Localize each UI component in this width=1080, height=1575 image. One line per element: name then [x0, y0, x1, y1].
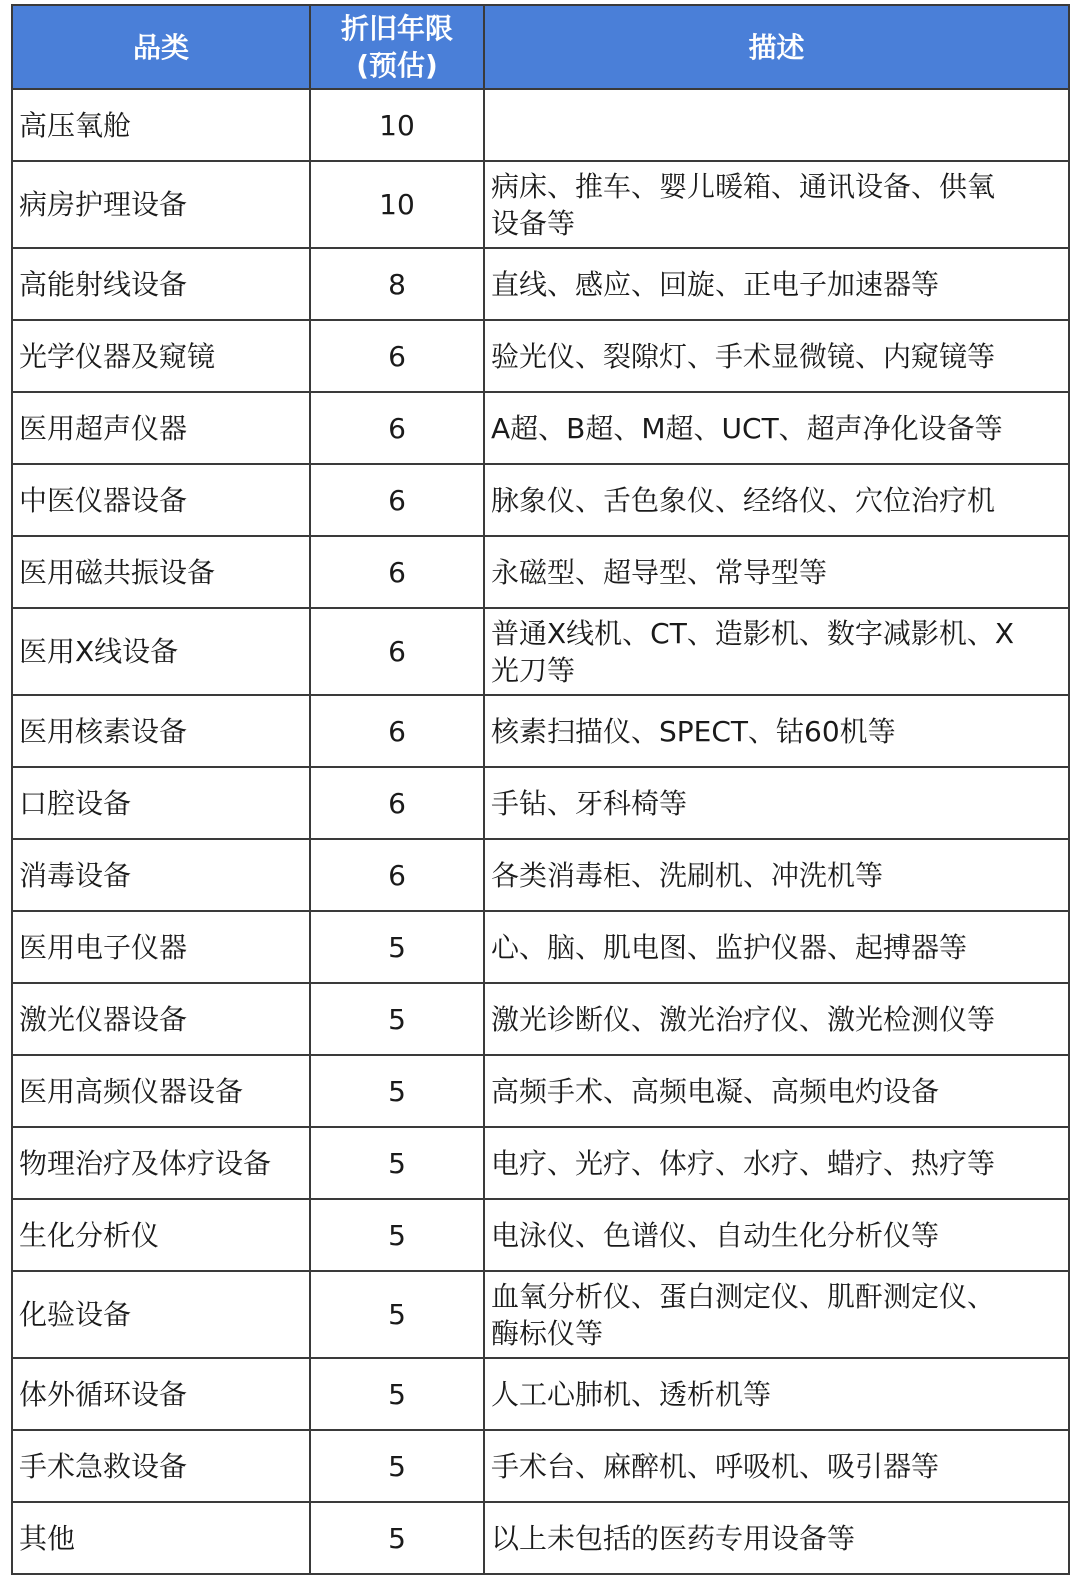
category-cell: 消毒设备 — [12, 839, 310, 911]
description-cell — [484, 1199, 1069, 1271]
description-line: 手钻、牙科椅等 — [491, 786, 688, 820]
description-line: 各类消毒柜、洗刷机、冲洗机等 — [491, 858, 884, 892]
category-cell: 手术急救设备 — [12, 1430, 310, 1502]
years-cell: 5 — [310, 1055, 484, 1127]
years-cell: 5 — [310, 911, 484, 983]
years-cell: 10 — [310, 161, 484, 248]
table-row — [12, 161, 1069, 248]
description-cell — [484, 161, 1069, 248]
table-row — [12, 464, 1069, 536]
years-cell: 5 — [310, 1502, 484, 1574]
header-years — [310, 5, 484, 89]
years-cell: 5 — [310, 1430, 484, 1502]
description-cell — [484, 767, 1069, 839]
category-cell: 医用高频仪器设备 — [12, 1055, 310, 1127]
description-line: 普通X线机、CT、造影机、数字减影机、X — [491, 616, 1015, 650]
description-line: 心、脑、肌电图、监护仪器、起搏器等 — [491, 930, 968, 964]
description-line: 人工心肺机、透析机等 — [491, 1377, 772, 1411]
category-cell: 口腔设备 — [12, 767, 310, 839]
description-cell — [484, 839, 1069, 911]
category-cell: 激光仪器设备 — [12, 983, 310, 1055]
description-cell — [484, 320, 1069, 392]
years-cell: 5 — [310, 1358, 484, 1430]
category-cell: 光学仪器及窥镜 — [12, 320, 310, 392]
description-cell — [484, 1055, 1069, 1127]
header-description: 描述 — [484, 5, 1069, 89]
description-line: 病床、推车、婴儿暖箱、通讯设备、供氧 — [491, 169, 996, 203]
table-row — [12, 1127, 1069, 1199]
years-cell: 6 — [310, 536, 484, 608]
years-cell: 6 — [310, 608, 484, 695]
description-line: 电泳仪、色谱仪、自动生化分析仪等 — [491, 1218, 940, 1252]
years-cell: 8 — [310, 248, 484, 320]
category-cell: 医用核素设备 — [12, 695, 310, 767]
description-cell — [484, 464, 1069, 536]
years-cell: 6 — [310, 839, 484, 911]
table-row — [12, 392, 1069, 464]
table-row — [12, 1199, 1069, 1271]
category-cell: 物理治疗及体疗设备 — [12, 1127, 310, 1199]
category-cell: 高压氧舱 — [12, 89, 310, 161]
description-cell — [484, 1127, 1069, 1199]
table-row — [12, 983, 1069, 1055]
category-cell: 中医仪器设备 — [12, 464, 310, 536]
table-row — [12, 1502, 1069, 1574]
description-line: 永磁型、超导型、常导型等 — [491, 555, 828, 589]
years-cell: 5 — [310, 1271, 484, 1358]
years-cell: 6 — [310, 767, 484, 839]
description-line: 电疗、光疗、体疗、水疗、蜡疗、热疗等 — [491, 1146, 996, 1180]
table-row — [12, 89, 1069, 161]
description-cell — [484, 392, 1069, 464]
description-line: 脉象仪、舌色象仪、经络仪、穴位治疗机 — [491, 483, 996, 517]
category-cell: 医用磁共振设备 — [12, 536, 310, 608]
category-cell: 其他 — [12, 1502, 310, 1574]
years-cell: 6 — [310, 464, 484, 536]
description-line: 核素扫描仪、SPECT、钴60机等 — [491, 714, 896, 748]
description-cell — [484, 89, 1069, 161]
table-row — [12, 695, 1069, 767]
years-cell: 5 — [310, 1199, 484, 1271]
description-line: 激光诊断仪、激光治疗仪、激光检测仪等 — [491, 1002, 996, 1036]
description-cell — [484, 983, 1069, 1055]
description-cell — [484, 536, 1069, 608]
description-line: 血氧分析仪、蛋白测定仪、肌酐测定仪、 — [491, 1279, 996, 1313]
table-row — [12, 1055, 1069, 1127]
description-line: 设备等 — [491, 206, 576, 240]
years-cell: 10 — [310, 89, 484, 161]
description-cell — [484, 1502, 1069, 1574]
description-cell — [484, 1430, 1069, 1502]
table-row — [12, 1430, 1069, 1502]
description-cell — [484, 248, 1069, 320]
table-row — [12, 1271, 1069, 1358]
category-cell: 医用电子仪器 — [12, 911, 310, 983]
years-cell: 5 — [310, 983, 484, 1055]
table-row — [12, 536, 1069, 608]
description-cell — [484, 911, 1069, 983]
depreciation-table — [11, 4, 1070, 1575]
description-cell — [484, 1271, 1069, 1358]
table-row — [12, 320, 1069, 392]
header-years-line2: (预估) — [356, 49, 438, 82]
category-cell: 医用超声仪器 — [12, 392, 310, 464]
years-cell: 6 — [310, 392, 484, 464]
description-line: 直线、感应、回旋、正电子加速器等 — [491, 267, 940, 301]
table-row — [12, 767, 1069, 839]
description-line: 以上未包括的医药专用设备等 — [491, 1521, 856, 1555]
description-line: A超、B超、M超、UCT、超声净化设备等 — [491, 411, 1003, 445]
years-cell: 6 — [310, 695, 484, 767]
table-row — [12, 839, 1069, 911]
table-row — [12, 1358, 1069, 1430]
description-cell — [484, 695, 1069, 767]
table-row — [12, 248, 1069, 320]
header-category: 品类 — [12, 5, 310, 89]
description-cell — [484, 608, 1069, 695]
years-cell: 5 — [310, 1127, 484, 1199]
category-cell: 病房护理设备 — [12, 161, 310, 248]
category-cell: 高能射线设备 — [12, 248, 310, 320]
description-line: 手术台、麻醉机、呼吸机、吸引器等 — [491, 1449, 940, 1483]
description-line: 验光仪、裂隙灯、手术显微镜、内窥镜等 — [491, 339, 996, 373]
table-row — [12, 911, 1069, 983]
table-row — [12, 608, 1069, 695]
depreciation-table-container — [11, 4, 1068, 1575]
table-body — [12, 89, 1069, 1574]
description-cell — [484, 1358, 1069, 1430]
category-cell: 生化分析仪 — [12, 1199, 310, 1271]
description-line: 高频手术、高频电凝、高频电灼设备 — [491, 1074, 940, 1108]
description-line: 酶标仪等 — [491, 1316, 604, 1350]
header-years-line1: 折旧年限 — [340, 12, 453, 45]
category-cell: 医用X线设备 — [12, 608, 310, 695]
category-cell: 体外循环设备 — [12, 1358, 310, 1430]
description-line: 光刀等 — [491, 653, 576, 687]
category-cell: 化验设备 — [12, 1271, 310, 1358]
years-cell: 6 — [310, 320, 484, 392]
table-header-row — [12, 5, 1069, 89]
